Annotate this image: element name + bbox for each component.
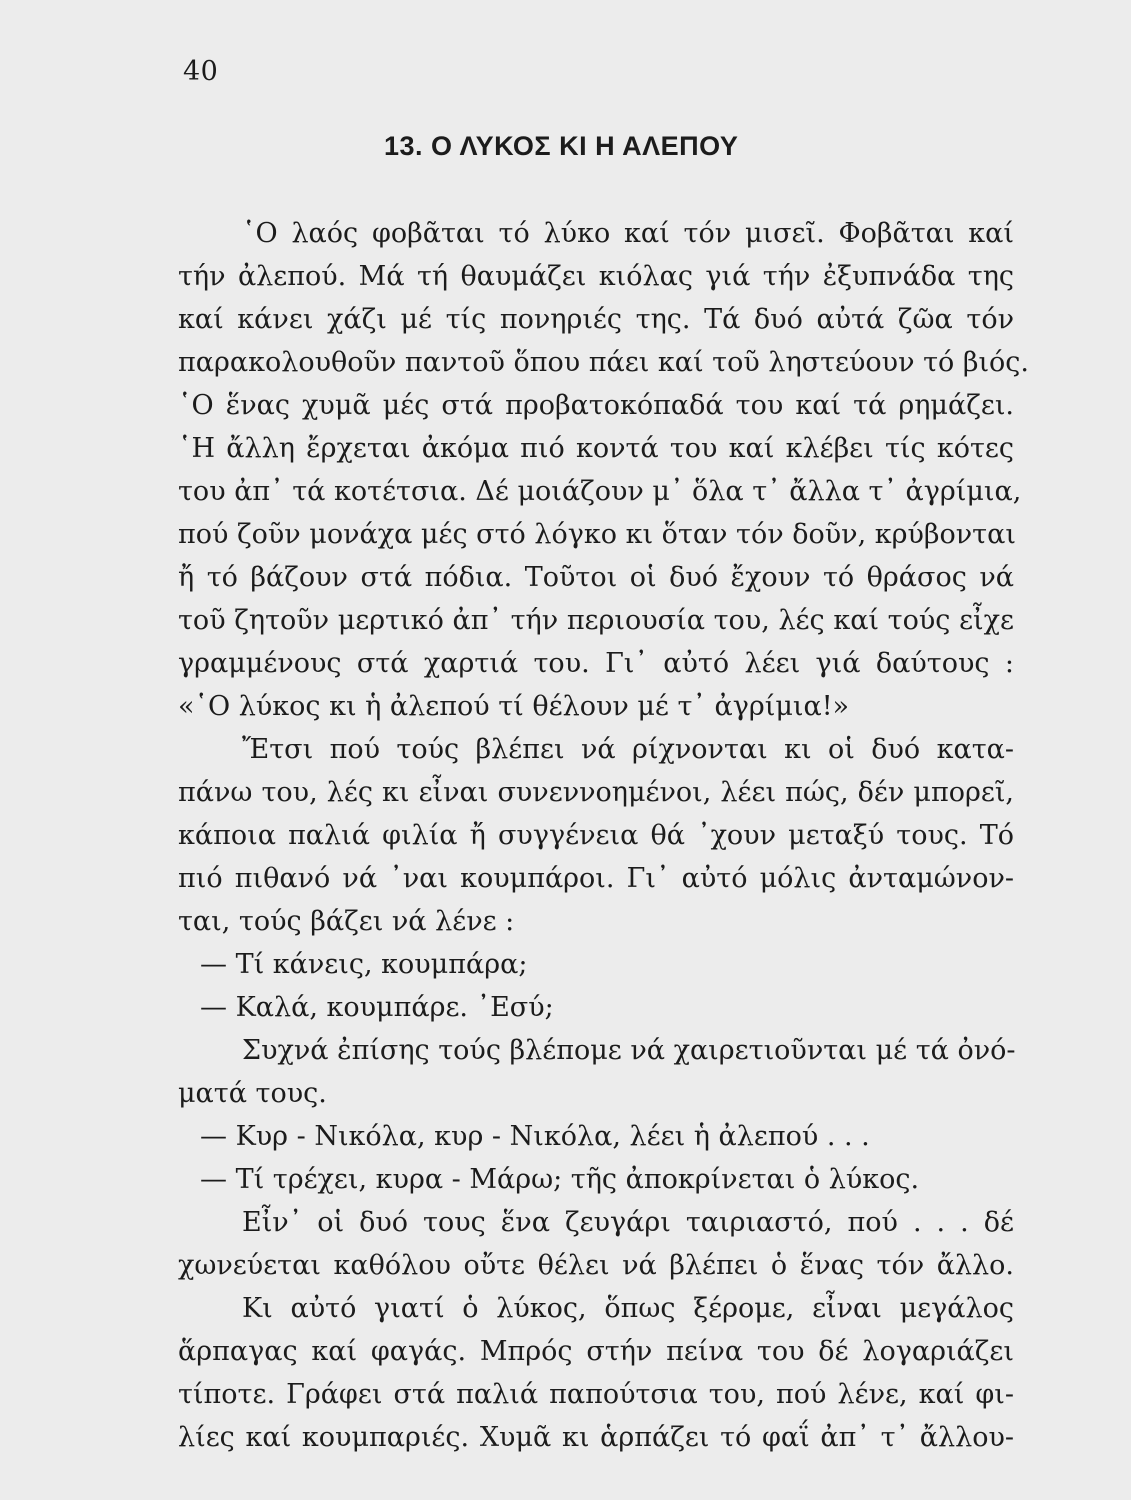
dialogue-line: — Καλά, κουμπάρε. ᾽Εσύ; xyxy=(200,992,554,1023)
text-line: πιό πιθανό νά ᾽ναι κουμπάροι. Γι᾽ αὐτό μόλις ἀνταμώνον- xyxy=(178,863,1014,894)
text-line: καί κάνει χάζι μέ τίς πονηριές της. Τά δυό αὐτά ζῶα τόν xyxy=(178,304,1014,335)
text-line: τήν ἀλεπού. Μά τή θαυμάζει κιόλας γιά τήν ἐξυπνάδα της xyxy=(178,261,1014,292)
text-line: Συχνά ἐπίσης τούς βλέπομε νά χαιρετιοῦνται μέ τά ὀνό- xyxy=(242,1035,1016,1066)
text-line: γραμμένους στά χαρτιά του. Γι᾽ αὐτό λέει γιά δαύτους : xyxy=(178,648,1014,679)
text-line: κάποια παλιά φιλία ἤ συγγένεια θά ᾽χουν μεταξύ τους. Τό xyxy=(178,820,1014,851)
dialogue-line: — Κυρ - Νικόλα, κυρ - Νικόλα, λέει ἡ ἀλεπού . . . xyxy=(200,1121,870,1152)
text-line: ῾Ο ἕνας χυμᾶ μές στά προβατοκόπαδά του καί τά ρημάζει. xyxy=(178,390,1014,421)
text-line: ῾Η ἄλλη ἔρχεται ἀκόμα πιό κοντά του καί κλέβει τίς κότες xyxy=(178,433,1014,464)
chapter-title: 13. Ο ΛΥΚΟΣ ΚΙ Η ΑΛΕΠΟΥ xyxy=(384,131,739,161)
text-line: του ἀπ᾽ τά κοτέτσια. Δέ μοιάζουν μ᾽ ὅλα τ᾽ ἄλλα τ᾽ ἀγρίμια, xyxy=(178,476,1022,507)
text-line: παρακολουθοῦν παντοῦ ὅπου πάει καί τοῦ ληστεύουν τό βιός. xyxy=(178,347,1030,378)
text-line: πού ζοῦν μονάχα μές στό λόγκο κι ὅταν τόν δοῦν, κρύβονται xyxy=(178,519,1016,550)
text-line: χωνεύεται καθόλου οὔτε θέλει νά βλέπει ὁ ἕνας τόν ἄλλο. xyxy=(178,1250,1014,1281)
text-line: ματά τους. xyxy=(178,1078,327,1109)
dialogue-line: — Τί τρέχει, κυρα - Μάρω; τῆς ἀποκρίνεται ὁ λύκος. xyxy=(200,1164,920,1195)
text-line: Ἔτσι πού τούς βλέπει νά ρίχνονται κι οἱ δυό κατα- xyxy=(242,734,1014,765)
text-line: λίες καί κουμπαριές. Χυμᾶ κι ἁρπάζει τό φαΐ ἀπ᾽ τ᾽ ἄλλου- xyxy=(178,1422,1014,1453)
dialogue-line: — Τί κάνεις, κουμπάρα; xyxy=(200,949,528,980)
text-line: τοῦ ζητοῦν μερτικό ἀπ᾽ τήν περιουσία του, λές καί τούς εἶχε xyxy=(178,605,1014,636)
text-line: ἅρπαγας καί φαγάς. Μπρός στήν πείνα του δέ λογαριάζει xyxy=(178,1336,1014,1367)
text-line: τίποτε. Γράφει στά παλιά παπούτσια του, πού λένε, καί φι- xyxy=(178,1379,1014,1410)
text-line: πάνω του, λές κι εἶναι συνεννοημένοι, λέει πώς, δέν μπορεῖ, xyxy=(178,777,1014,808)
text-line: ἤ τό βάζουν στά πόδια. Τοῦτοι οἱ δυό ἔχουν τό θράσος νά xyxy=(178,562,1014,593)
text-line: «῾Ο λύκος κι ἡ ἀλεπού τί θέλουν μέ τ᾽ ἀγρίμια!» xyxy=(178,691,850,722)
text-line: ῾Ο λαός φοβᾶται τό λύκο καί τόν μισεῖ. Φοβᾶται καί xyxy=(242,218,1014,249)
text-line: Εἶν᾽ οἱ δυό τους ἕνα ζευγάρι ταιριαστό, πού . . . δέ xyxy=(242,1207,1014,1238)
text-line: ται, τούς βάζει νά λένε : xyxy=(178,906,515,937)
page-number: 40 xyxy=(183,56,219,87)
text-line: Κι αὐτό γιατί ὁ λύκος, ὅπως ξέρομε, εἶναι μεγάλος xyxy=(242,1293,1014,1324)
